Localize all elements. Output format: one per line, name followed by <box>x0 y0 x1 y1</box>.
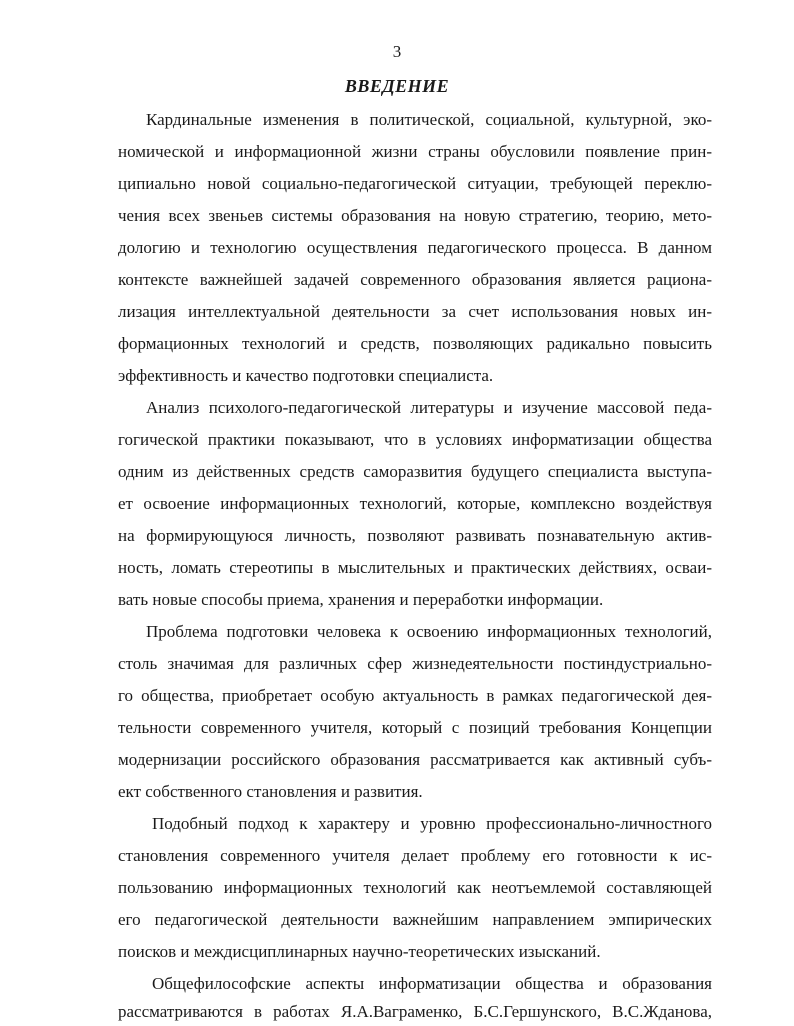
text-line: номической и информационной жизни страны обусловили появление прин- <box>118 142 712 161</box>
text-line: тельности современного учителя, который с позиций требования Концепции <box>118 718 712 737</box>
text-line: поисков и междисциплинарных научно-теоретических изысканий. <box>118 942 601 961</box>
text-line: становления современного учителя делает проблему его готовности к ис- <box>118 846 712 865</box>
text-line: ет освоение информационных технологий, которые, комплексно воздействуя <box>118 494 712 513</box>
text-line: рассматриваются в работах Я.А.Ваграменко, Б.С.Гершунского, В.С.Жданова, <box>118 1002 712 1021</box>
text-line: лизация интеллектуальной деятельности за счет использования новых ин- <box>118 302 712 321</box>
text-line: Проблема подготовки человека к освоению информационных технологий, <box>146 622 712 641</box>
text-line: чения всех звеньев системы образования на новую стратегию, теорию, мето- <box>118 206 712 225</box>
text-line: модернизации российского образования рассматривается как активный субъ- <box>118 750 712 769</box>
text-line: столь значимая для различных сфер жизнедеятельности постиндустриально- <box>118 654 712 673</box>
text-line: гогической практики показывают, что в условиях информатизации общества <box>118 430 712 449</box>
text-line: Анализ психолого-педагогической литературы и изучение массовой педа- <box>146 398 712 417</box>
text-line: ципиально новой социально-педагогической ситуации, требующей переклю- <box>118 174 712 193</box>
text-line: го общества, приобретает особую актуальность в рамках педагогической дея- <box>118 686 712 705</box>
page-number: 3 <box>392 42 402 61</box>
text-line: одним из действенных средств саморазвития будущего специалиста выступа- <box>118 462 712 481</box>
text-line: Кардинальные изменения в политической, социальной, культурной, эко- <box>146 110 712 129</box>
text-line: пользованию информационных технологий как неотъемлемой составляющей <box>118 878 712 897</box>
text-line: ность, ломать стереотипы в мыслительных и практических действиях, осваи- <box>118 558 712 577</box>
text-line: Общефилософские аспекты информатизации общества и образования <box>152 974 712 993</box>
text-line: Подобный подход к характеру и уровню профессионально-личностного <box>152 814 712 833</box>
text-line: его педагогической деятельности важнейшим направлением эмпирических <box>118 910 712 929</box>
text-line: контексте важнейшей задачей современного образования является рациона- <box>118 270 712 289</box>
text-line: эффективность и качество подготовки специалиста. <box>118 366 494 385</box>
text-line: вать новые способы приема, хранения и переработки информации. <box>118 590 604 609</box>
text-line: формационных технологий и средств, позволяющих радикально повысить <box>118 334 712 353</box>
page-title: ВВЕДЕНИЕ <box>344 76 450 96</box>
text-line: дологию и технологию осуществления педагогического процесса. В данном <box>118 238 712 257</box>
text-line: на формирующуюся личность, позволяют развивать познавательную актив- <box>118 526 712 545</box>
text-line: ект собственного становления и развития. <box>118 782 423 801</box>
